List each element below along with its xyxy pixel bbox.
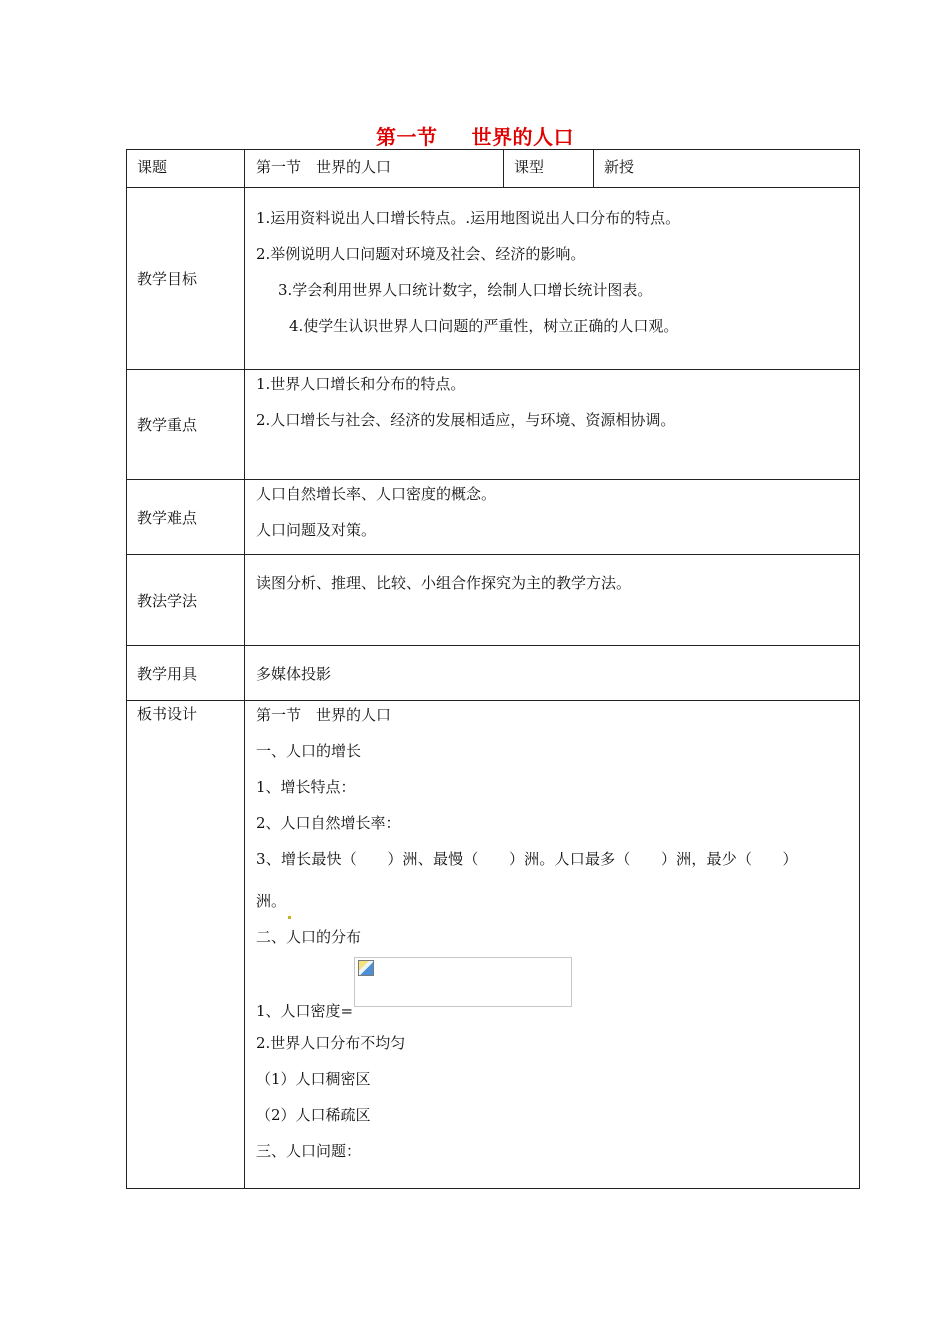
board-line-text: 洲。 [256,892,287,910]
row-methods [127,555,860,646]
label-methods-text: 教法学法 [137,591,198,610]
board-cell [245,701,860,1189]
label-objectives-text: 教学目标 [137,270,198,288]
label-board-text: 板书设计 [137,705,198,723]
key-points-cell [245,370,860,480]
objective-item: 4.使学生认识世界人口问题的严重性，树立正确的人口观。 [289,317,679,335]
topic-value-cell [245,150,504,188]
label-tools [127,646,245,701]
tools-text: 多媒体投影 [256,664,332,683]
row-difficulties [127,480,860,555]
board-line [256,883,849,925]
row-board [127,701,860,1189]
board-line: 1、增长特点： [256,778,356,796]
label-objectives [127,188,245,370]
board-line-text: 1、人口密度= [256,1002,354,1020]
label-key-points-text: 教学重点 [137,416,198,434]
label-difficulties-text: 教学难点 [137,508,198,527]
board-line: 一、人口的增长 [256,742,362,760]
difficulty-item: 人口自然增长率、人口密度的概念。 [256,485,497,503]
board-line: 2、人口自然增长率： [256,814,401,832]
row-key-points [127,370,860,480]
type-label: 课型 [514,158,545,176]
board-line: 二、人口的分布 [256,928,362,946]
difficulty-item: 人口问题及对策。 [256,521,377,539]
difficulties-cell [245,480,860,555]
objectives-cell [245,188,860,370]
type-value-cell [594,150,860,188]
title-part-2: 世界的人口 [471,125,574,149]
tools-cell [245,646,860,701]
objective-item: 2.举例说明人口问题对环境及社会、经济的影响。 [256,245,586,263]
methods-text: 读图分析、推理、比较、小组合作探究为主的教学方法。 [256,574,632,592]
row-topic [127,150,860,188]
key-point-item: 1.世界人口增长和分布的特点。 [256,375,466,393]
board-line: 2.世界人口分布不均匀 [256,1034,406,1052]
methods-cell [245,555,860,646]
row-tools [127,646,860,701]
lesson-plan-table [126,149,860,1189]
board-line: （2）人口稀疏区 [256,1106,371,1124]
board-line: 3、增长最快（ ）洲、最慢（ ）洲。人口最多（ ）洲，最少（ ） [256,850,798,868]
row-objectives [127,188,860,370]
title-part-1: 第一节 [376,125,438,149]
page-title [0,121,950,150]
label-board [127,701,245,1189]
label-topic-text: 课题 [137,158,168,176]
objective-item: 1.运用资料说出人口增长特点。.运用地图说出人口分布的特点。 [256,209,681,227]
objective-item: 3.学会利用世界人口统计数字，绘制人口增长统计图表。 [278,281,653,299]
label-topic [127,150,245,188]
key-point-item: 2.人口增长与社会、经济的发展相适应，与环境、资源相协调。 [256,411,676,429]
topic-value: 第一节 世界的人口 [256,158,392,176]
label-tools-text: 教学用具 [137,664,198,683]
label-difficulties [127,480,245,555]
density-formula-image [354,957,572,1007]
board-line: 第一节 世界的人口 [256,706,392,724]
label-methods [127,555,245,646]
type-label-cell [504,150,594,188]
board-line: （1）人口稠密区 [256,1070,371,1088]
board-line: 三、人口问题： [256,1142,362,1160]
type-value: 新授 [604,158,635,176]
broken-image-icon [358,960,374,976]
label-key-points [127,370,245,480]
